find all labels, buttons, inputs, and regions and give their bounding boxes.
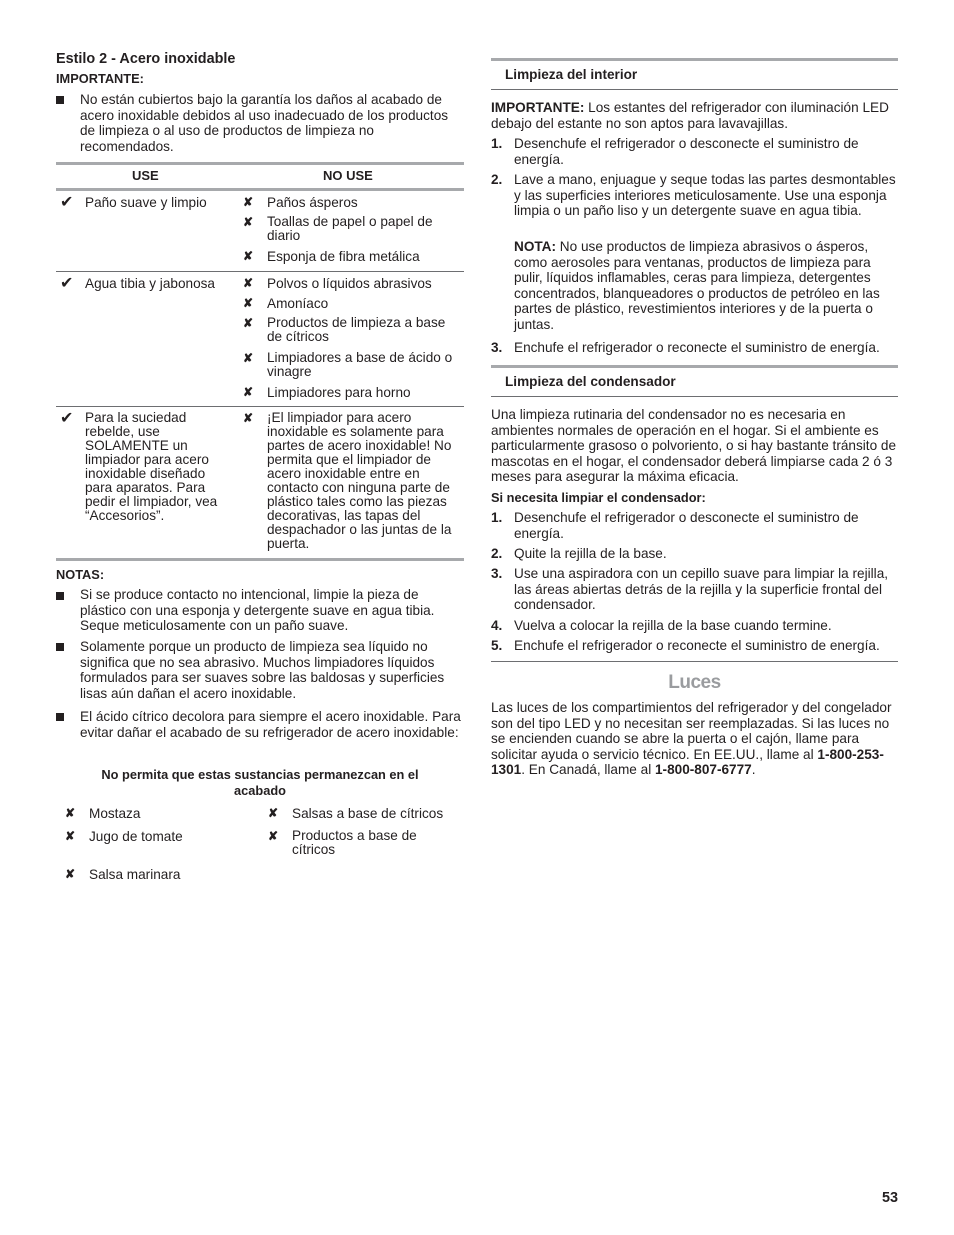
note-item: Solamente porque un producto de limpieza sea líquido no significa que no sea abrasivo. Muchos limpiadores líquidos formulados para ser suaves sobre las baldosas y superficies lisas aún dañan el acero inoxidable. <box>80 639 445 701</box>
table-top-rule <box>56 162 464 165</box>
step-number: 1. <box>491 136 503 151</box>
table-cell-no-use: Paños ásperos <box>267 195 358 210</box>
interior-note <box>514 239 898 332</box>
x-icon: ✘ <box>65 867 76 881</box>
table-header-rule <box>56 188 464 191</box>
step-number: 2. <box>491 172 503 187</box>
table-cell-use: Agua tibia y jabonosa <box>85 276 215 291</box>
step-number: 5. <box>491 638 503 653</box>
condenser-subheading: Si necesita limpiar el condensador: <box>491 490 706 505</box>
step-text: Use una aspiradora con un cepillo suave para limpiar la rejilla, las áreas abiertas detrás de la rejilla y la superficie frontal del condensador. <box>514 566 889 612</box>
x-icon: ✘ <box>268 829 279 843</box>
x-icon: ✘ <box>243 276 254 290</box>
warning-heading: No permita que estas sustancias permanezcan en el acabado <box>101 767 419 798</box>
substance-item: Salsa marinara <box>89 867 181 882</box>
table-cell-no-use: Productos de limpieza a base de cítricos <box>267 315 446 344</box>
step-text: Desenchufe el refrigerador o desconecte el suministro de energía. <box>514 510 859 541</box>
note-item: El ácido cítrico decolora para siempre el acero inoxidable. Para evitar dañar el acabado de su refrigerador de acero inoxidable: <box>80 709 461 740</box>
bullet-square-icon <box>56 592 64 600</box>
substance-item: Salsas a base de cítricos <box>292 806 444 821</box>
bullet-square-icon <box>56 643 64 651</box>
step-text: Enchufe el refrigerador o reconecte el suministro de energía. <box>514 340 880 355</box>
x-icon: ✘ <box>243 316 254 330</box>
check-icon: ✔ <box>60 194 74 211</box>
x-icon: ✘ <box>243 385 254 399</box>
interior-important-text: Los estantes del refrigerador con iluminación LED debajo del estante no son aptos para lavavajillas. <box>491 100 889 131</box>
substance-item: Jugo de tomate <box>89 829 183 844</box>
table-cell-no-use: ¡El limpiador para acero inoxidable es solamente para partes de acero inoxidable! No permita que el limpiador de acero inoxidable entre en contacto con ninguna parte de plástico tales como las piezas decorativas, las tapas del despachador o las juntas de la puerta. <box>267 410 452 551</box>
important-label: IMPORTANTE: <box>56 71 144 86</box>
table-cell-no-use: Esponja de fibra metálica <box>267 249 420 264</box>
table-cell-use: Paño suave y limpio <box>85 195 207 210</box>
check-icon: ✔ <box>60 410 74 427</box>
step-text: Vuelva a colocar la rejilla de la base cuando termine. <box>514 618 832 633</box>
table-header-use: USE <box>132 168 159 183</box>
step-number: 2. <box>491 546 503 561</box>
notes-label: NOTAS: <box>56 567 105 582</box>
step-text: Desenchufe el refrigerador o desconecte el suministro de energía. <box>514 136 859 167</box>
note-item: Si se produce contacto no intencional, limpie la pieza de plástico con una esponja y detergente suave en agua tibia. Seque meticulosamente con un paño suave. <box>80 587 435 633</box>
heading-rule-top <box>491 365 898 368</box>
step-number: 3. <box>491 340 503 355</box>
luces-text: . En Canadá, llame al <box>521 762 655 777</box>
table-row-divider <box>56 271 464 272</box>
step-number: 1. <box>491 510 503 525</box>
table-cell-use: Para la suciedad rebelde, use SOLAMENTE un limpiador para acero inoxidable diseñado para aparatos. Para pedir el limpiador, vea “Accesorios”. <box>85 410 218 523</box>
interior-heading: Limpieza del interior <box>505 67 638 82</box>
section-rule <box>491 661 898 662</box>
interior-note-text: No use productos de limpieza abrasivos o ásperos, como aerosoles para ventanas, productos de limpieza para pulir, líquidos inflamables, ceras para limpieza, detergentes concentrados, blanqueadores o productos de petróleo en las partes de plástico, revestimientos interiores y de la puerta o juntas. <box>514 239 880 332</box>
x-icon: ✘ <box>243 249 254 263</box>
table-cell-no-use: Limpiadores a base de ácido o vinagre <box>267 350 453 379</box>
condenser-paragraph: Una limpieza rutinaria del condensador no es necesaria en ambientes normales de operación en el hogar. Si el ambiente es particularmente grasoso o polvoriento, o si hay bastante tránsito de mascotas en el hogar, el condensador deberá limpiarse cada 2 ó 3 meses para asegurar la máxima eficacia. <box>491 407 897 484</box>
x-icon: ✘ <box>65 806 76 820</box>
section-title: Estilo 2 - Acero inoxidable <box>56 51 236 67</box>
page-number: 53 <box>881 1190 898 1206</box>
x-icon: ✘ <box>243 195 254 209</box>
x-icon: ✘ <box>243 351 254 365</box>
table-cell-no-use: Amoníaco <box>267 296 329 311</box>
step-number: 4. <box>491 618 503 633</box>
phone-canada: 1-800-807-6777 <box>655 762 752 777</box>
step-text: Lave a mano, enjuague y seque todas las partes desmontables y las superficies interiores meticulosamente. Use una esponja limpia o un paño liso y un detergente suave en agua tibia. <box>514 172 896 218</box>
table-cell-no-use: Toallas de papel o papel de diario <box>267 214 433 243</box>
condenser-heading: Limpieza del condensador <box>505 374 676 389</box>
luces-text: . <box>751 762 756 777</box>
luces-heading: Luces <box>668 672 721 693</box>
x-icon: ✘ <box>65 829 76 843</box>
x-icon: ✘ <box>268 806 279 820</box>
bullet-square-icon <box>56 713 64 721</box>
bullet-square-icon <box>56 96 64 104</box>
check-icon: ✔ <box>60 275 74 292</box>
heading-rule-top <box>491 58 898 61</box>
step-number: 3. <box>491 566 503 581</box>
table-cell-no-use: Limpiadores para horno <box>267 385 411 400</box>
x-icon: ✘ <box>243 411 254 425</box>
table-header-no-use: NO USE <box>323 168 373 183</box>
table-row-divider <box>56 406 464 407</box>
phone-us: 1-800-253-1301 <box>491 746 884 777</box>
important-bullet-text: No están cubiertos bajo la garantía los daños al acabado de acero inoxidable debidos al uso inadecuado de los productos de limpieza o al uso de productos de limpieza no recomendados. <box>80 92 449 154</box>
x-icon: ✘ <box>243 296 254 310</box>
luces-paragraph <box>491 700 898 778</box>
table-cell-no-use: Polvos o líquidos abrasivos <box>267 276 432 291</box>
interior-important <box>491 100 898 131</box>
heading-rule-bottom <box>491 89 898 90</box>
step-text: Enchufe el refrigerador o reconecte el suministro de energía. <box>514 638 880 653</box>
substance-item: Productos a base de cítricos <box>292 828 417 857</box>
heading-rule-bottom <box>491 396 898 397</box>
interior-note-label: NOTA: <box>514 239 557 254</box>
substance-item: Mostaza <box>89 806 141 821</box>
luces-text: Las luces de los compartimientos del refrigerador y del congelador son del tipo LED y no necesitan ser reemplazadas. Si las luces no se encienden cuando se abre la puerta o el cajón, llame para solicitar ayuda o servicio técnico. En EE.UU., llame al <box>491 700 892 762</box>
step-text: Quite la rejilla de la base. <box>514 546 667 561</box>
interior-important-label: IMPORTANTE: <box>491 100 585 115</box>
x-icon: ✘ <box>243 215 254 229</box>
table-bottom-rule <box>56 558 464 561</box>
